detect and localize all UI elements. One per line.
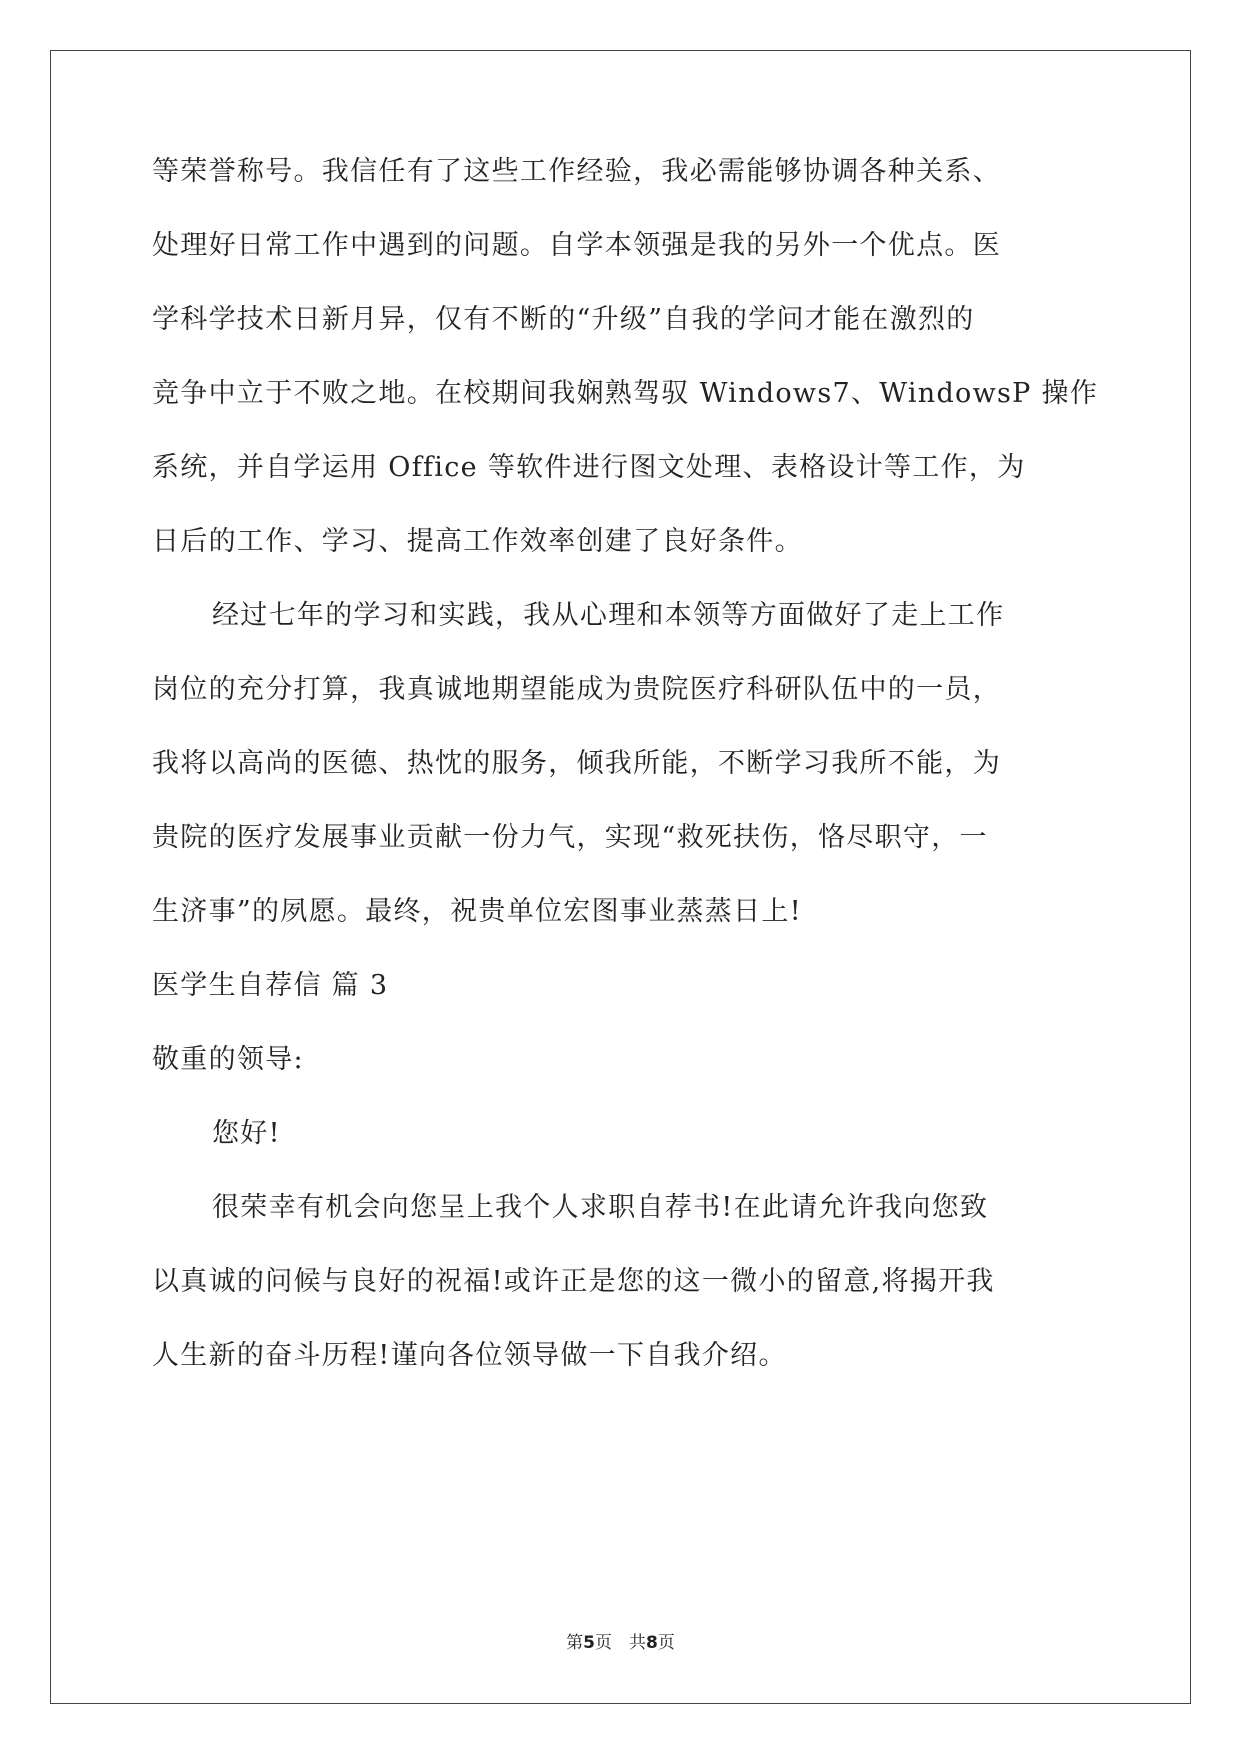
body-line: 岗位的充分打算，我真诚地期望能成为贵院医疗科研队伍中的一员，	[152, 674, 1001, 705]
body-line: 贵院的医疗发展事业贡献一份力气，实现“救死扶伤，恪尽职守，一	[152, 822, 988, 853]
page-frame	[50, 50, 1191, 1704]
body-line: 很荣幸有机会向您呈上我个人求职自荐书!在此请允许我向您致	[212, 1192, 989, 1223]
page-footer	[0, 1631, 1241, 1655]
body-line: 日后的工作、学习、提高工作效率创建了良好条件。	[152, 526, 803, 557]
body-line: 系统，并自学运用 Office 等软件进行图文处理、表格设计等工作，为	[152, 452, 1026, 483]
page-mid: 页 共	[595, 1633, 646, 1653]
body-line: 学科学技术日新月异，仅有不断的“升级”自我的学问才能在激烈的	[152, 304, 975, 335]
body-line: 经过七年的学习和实践，我从心理和本领等方面做好了走上工作	[212, 600, 1005, 631]
body-line: 处理好日常工作中遇到的问题。自学本领强是我的另外一个优点。医	[152, 230, 1001, 261]
body-line: 我将以高尚的医德、热忱的服务，倾我所能，不断学习我所不能，为	[152, 748, 1001, 779]
greeting: 您好!	[212, 1118, 281, 1149]
page-total: 8	[646, 1633, 658, 1653]
body-line: 等荣誉称号。我信任有了这些工作经验，我必需能够协调各种关系、	[152, 156, 1001, 187]
body-line: 人生新的奋斗历程!谨向各位领导做一下自我介绍。	[152, 1340, 787, 1371]
page-suffix: 页	[657, 1633, 675, 1653]
page-prefix: 第	[566, 1633, 584, 1653]
body-line: 以真诚的问候与良好的祝福!或许正是您的这一微小的留意,将揭开我	[152, 1266, 995, 1297]
section-heading: 医学生自荐信 篇 3	[152, 970, 389, 1001]
salutation: 敬重的领导:	[152, 1044, 304, 1075]
body-line: 竞争中立于不败之地。在校期间我娴熟驾驭 Windows7、WindowsP 操作	[152, 378, 1099, 409]
body-line: 生济事”的夙愿。最终，祝贵单位宏图事业蒸蒸日上!	[152, 896, 802, 927]
page-current: 5	[583, 1633, 595, 1653]
